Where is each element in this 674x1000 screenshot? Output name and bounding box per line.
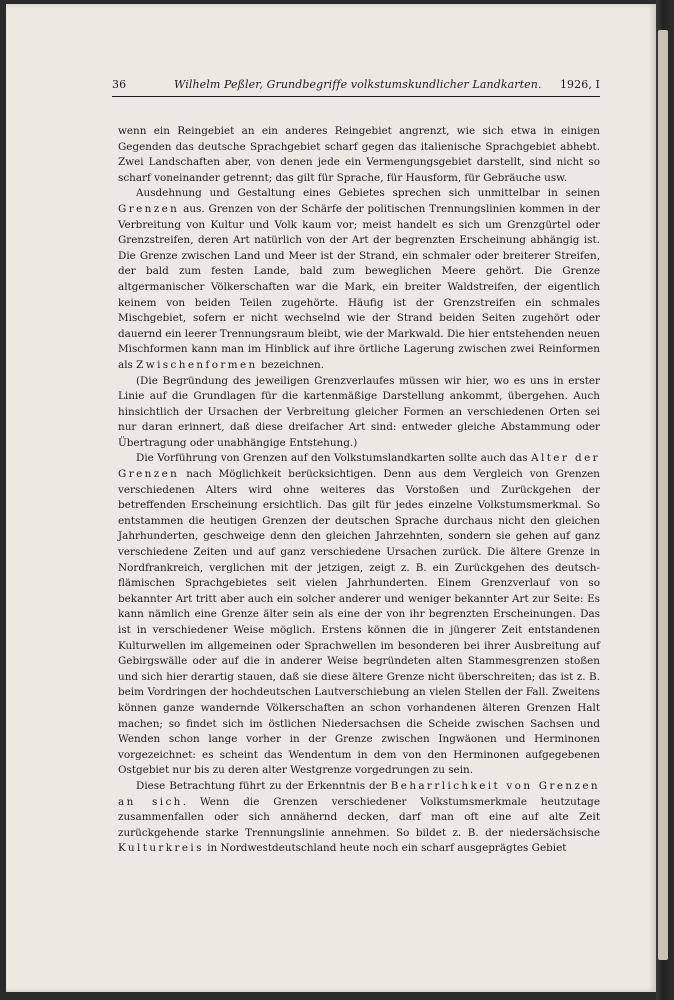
- text-run: wenn ein Reingebiet an ein anderes Reingebiet angrenzt, wie sich etwa in einigen Gegenden das deutsche Sprachgebiet scharf gegen das italienische Sprachgebiet abhebt. Zwei Landschaften aber, von denen jede ein Vermengungsgebiet darstellt, sind nicht so scharf voneinander getrennt; das gilt für Sprache, für Hausform, für Gebräuche usw.: [118, 125, 600, 184]
- page-number: 36: [112, 78, 127, 91]
- paragraph: [118, 124, 600, 186]
- text-run: Die Vorführung von Grenzen auf den Volkstumslandkarten sollte auch das: [136, 452, 532, 465]
- paragraph: [118, 186, 600, 373]
- text-run: aus. Grenzen von der Schärfe der politischen Trennungslinien kommen in der Verbreitung von Kultur und Volk kaum vor; meist handelt es sich um Grenzgürtel oder Grenzstreifen, deren Art natürlich von der Art der begrenzten Erscheinung abhängig ist. Die Grenze zwischen Land und Meer ist der Strand, ein schmaler oder breiterer Streifen, der bald zum festen Lande, bald zum beweglichen Meere gehört. Die Grenze altgermanischer Völkerschaften war die Mark, ein breiter Waldstreifen, der eigentlich keinem von beiden Teilen zugehörte. Häufig ist der Grenzstreifen ein schmales Mischgebiet, sofern er nicht wechselnd wie der Strand beiden Seiten zugehört oder dauernd ein leerer Trennungsraum bleibt, wie der Markwald. Die hier entstehenden neuen Mischformen kann man im Hinblick auf ihre örtliche Lagerung zwischen zwei Reinformen als: [118, 202, 600, 371]
- text-run: (Die Begründung des jeweiligen Grenzverlaufes müssen wir hier, wo es uns in erster Linie auf die Grundlagen für die kartenmäßige Darstellung ankommt, übergehen. Auch hinsichtlich der Ursachen der Verbreitung gleicher Formen an verschiedenen Orten sei nur daran erinnert, daß diese dreifacher Art sind: entweder gleiche Abstammung oder Übertragung oder unabhängige Entstehung.): [118, 374, 600, 449]
- spaced-emphasis: Grenzen: [118, 202, 180, 215]
- adjacent-page-edge: [658, 30, 668, 960]
- spaced-emphasis: Beharrlichkeit von Grenzen an sich: [118, 779, 600, 808]
- spaced-emphasis: Kulturkreis: [118, 842, 204, 855]
- header-rule: [112, 96, 600, 97]
- year-issue: 1926, I: [559, 78, 600, 91]
- text-run: in Nordwestdeutschland heute noch ein scharf ausgeprägtes Gebiet: [203, 842, 567, 855]
- paragraph: [118, 451, 600, 778]
- paragraph: [118, 779, 600, 857]
- text-run: nach Möglichkeit berücksichtigen. Denn aus dem Vergleich von Grenzen verschiedenen Alters wird ohne weiteres das Vorstoßen und Zurückgehen der betreffenden Erscheinung ersichtlich. Das gilt für jedes einzelne Volkstumsmerkmal. So entstammen die heutigen Grenzen der deutschen Sprache durchaus nicht den gleichen Jahrhunderten, geschweige denn den gleichen Jahrzehnten, sondern sie gehen auf ganz verschiedene Zeiten und auf ganz verschiedene Ursachen zurück. Die ältere Grenze in Nordfrankreich, verglichen mit der jetzigen, zeigt z. B. ein Zurückgehen des deutsch-flämischen Sprachgebietes seit vielen Jahrhunderten. Einem Grenzverlauf von so bekannter Art tritt aber auch ein solcher anderer und weniger bekannter Art zur Seite: Es kann nämlich eine Grenze älter sein als eine der von ihr begrenzten Erscheinungen. Das ist in verschiedener Weise möglich. Erstens können die in jüngerer Zeit entstandenen Kulturwellen im allgemeinen oder Sprachwellen im besonderen bei ihrer Ausbreitung auf Gebirgswälle oder auf die in anderer Weise begründeten alten Stammesgrenzen stoßen und sich hier derartig stauen, daß sie diese ältere Grenze nicht überschreiten; das ist z. B. beim Vordringen der hochdeutschen Lautverschiebung an vielen Stellen der Fall. Zweitens können ganze wandernde Völkerschaften an schon vorhandenen älteren Grenzen Halt machen; so findet sich im östlichen Niedersachsen die Scheide zwischen Sachsen und Wenden schon lange vorher in der Grenze zwischen Ingwäonen und Herminonen vorgezeichnet: es scheint das Wendentum in dem von den Herminonen aufgegebenen Ostgebiet nur bis zu deren alter Westgrenze vorgedrungen zu sein.: [118, 468, 600, 777]
- spaced-emphasis: Alter der Grenzen: [118, 452, 600, 481]
- body-text: [118, 124, 600, 857]
- text-run: bezeichnen.: [257, 358, 325, 371]
- paragraph: [118, 374, 600, 452]
- text-run: Diese Betrachtung führt zu der Erkenntnis der: [136, 779, 391, 792]
- spaced-emphasis: Zwischenformen: [136, 358, 258, 371]
- text-run: . Wenn die Grenzen verschiedener Volkstumsmerkmale heutzutage zusammenfallen oder sich annähernd decken, darf man oft eine auf alte Zeit zurückgehende starke Trennungslinie annehmen. So bildet z. B. der niedersächsische: [118, 795, 600, 839]
- text-run: Ausdehnung und Gestaltung eines Gebietes sprechen sich unmittelbar in seinen: [136, 187, 600, 200]
- running-title: Wilhelm Peßler, Grundbegriffe volkstumskundlicher Landkarten.: [174, 78, 542, 91]
